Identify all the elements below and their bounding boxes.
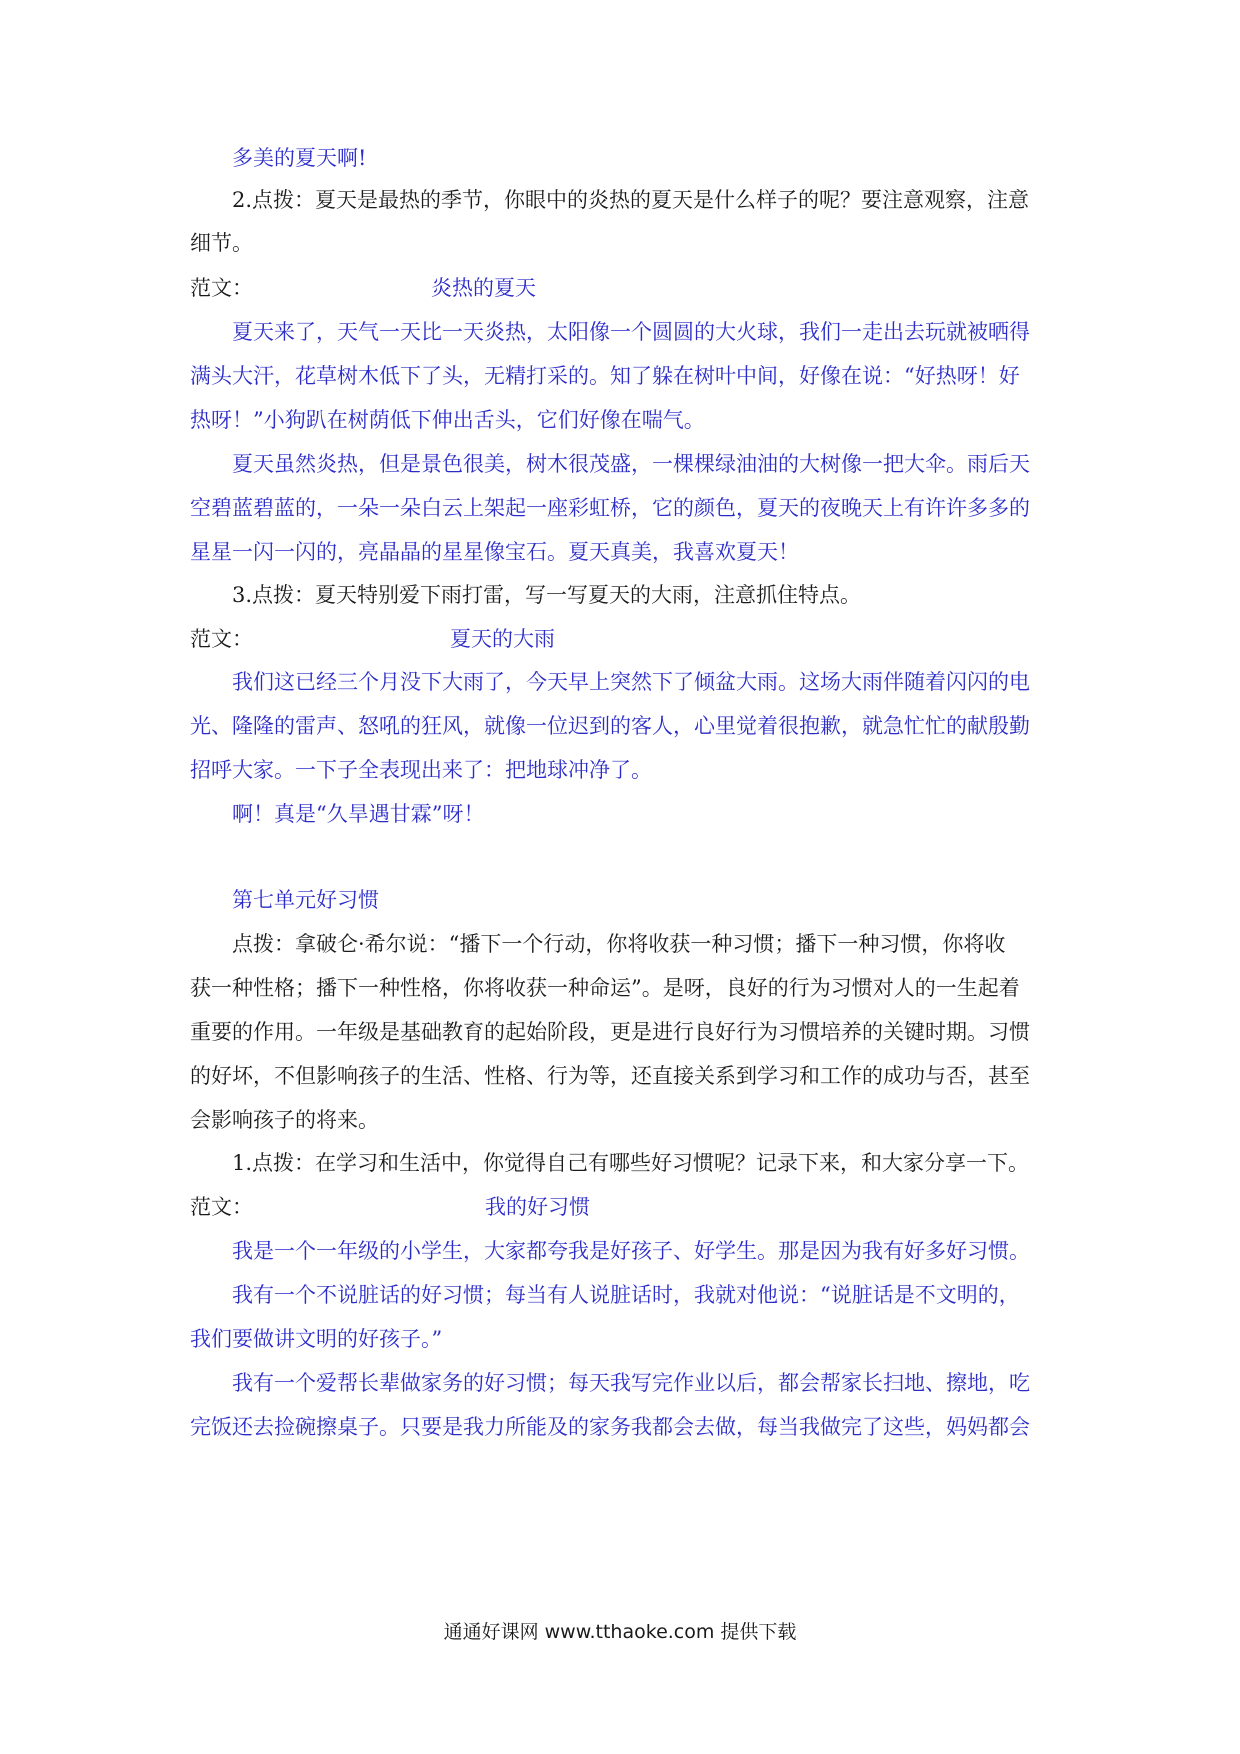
text-line: 我是一个一年级的小学生，大家都夸我是好孩子、好学生。那是因为我有好多好习惯。 (232, 1239, 1030, 1263)
text-line: 空碧蓝碧蓝的，一朵一朵白云上架起一座彩虹桥，它的颜色，夏天的夜晚天上有许许多多的 (190, 496, 1030, 520)
body-line: 获一种性格；播下一种性格，你将收获一种命运”。是呀，良好的行为习惯对人的一生起着 (190, 976, 1020, 1000)
sample-title: 炎热的夏天 (431, 276, 536, 300)
prompt-line: 3.点拨：夏天特别爱下雨打雷，写一写夏天的大雨，注意抓住特点。 (232, 583, 862, 607)
section-heading: 第七单元好习惯 (232, 888, 379, 912)
prompt-line: 2.点拨：夏天是最热的季节，你眼中的炎热的夏天是什么样子的呢？要注意观察，注意 (232, 188, 1030, 212)
body-line: 会影响孩子的将来。 (190, 1108, 379, 1132)
text-line: 多美的夏天啊! (232, 146, 367, 170)
prompt-line: 1.点拨：在学习和生活中，你觉得自己有哪些好习惯呢？记录下来，和大家分享一下。 (232, 1151, 1030, 1175)
text-line: 满头大汗，花草树木低下了头，无精打采的。知了躲在树叶中间，好像在说：“好热呀！好 (190, 364, 1020, 388)
text-line: 星星一闪一闪的，亮晶晶的星星像宝石。夏天真美，我喜欢夏天！ (190, 540, 799, 564)
text-line: 我们这已经三个月没下大雨了，今天早上突然下了倾盆大雨。这场大雨伴随着闪闪的电 (232, 670, 1030, 694)
text-line: 热呀！”小狗趴在树荫低下伸出舌头，它们好像在喘气。 (190, 408, 705, 432)
text-line: 啊！真是“久旱遇甘霖”呀！ (232, 802, 485, 826)
body-line: 重要的作用。一年级是基础教育的起始阶段，更是进行良好行为习惯培养的关键时期。习惯 (190, 1020, 1030, 1044)
page-footer: 通通好课网 www.tthaoke.com 提供下载 (443, 1621, 797, 1643)
text-line: 我有一个爱帮长辈做家务的好习惯；每天我写完作业以后，都会帮家长扫地、擦地，吃 (232, 1371, 1030, 1395)
text-line: 完饭还去捡碗擦桌子。只要是我力所能及的家务我都会去做，每当我做完了这些，妈妈都会 (190, 1415, 1030, 1439)
sample-label: 范文： (190, 276, 253, 300)
text-line: 夏天虽然炎热，但是景色很美，树木很茂盛，一棵棵绿油油的大树像一把大伞。雨后天 (232, 452, 1030, 476)
sample-title: 夏天的大雨 (450, 627, 555, 651)
prompt-line: 细节。 (190, 231, 253, 255)
body-line: 的好坏，不但影响孩子的生活、性格、行为等，还直接关系到学习和工作的成功与否，甚至 (190, 1064, 1030, 1088)
sample-label: 范文： (190, 627, 253, 651)
sample-title: 我的好习惯 (485, 1195, 590, 1219)
sample-label: 范文： (190, 1195, 253, 1219)
text-line: 夏天来了，天气一天比一天炎热，太阳像一个圆圆的大火球，我们一走出去玩就被晒得 (232, 320, 1030, 344)
text-line: 招呼大家。一下子全表现出来了：把地球冲净了。 (190, 758, 652, 782)
text-line: 我们要做讲文明的好孩子。” (190, 1327, 443, 1351)
text-line: 我有一个不说脏话的好习惯；每当有人说脏话时，我就对他说：“说脏话是不文明的， (232, 1283, 1020, 1307)
text-line: 光、隆隆的雷声、怒吼的狂风，就像一位迟到的客人，心里觉着很抱歉，就急忙忙的献殷勤 (190, 714, 1030, 738)
body-line: 点拨：拿破仑·希尔说：“播下一个行动，你将收获一种习惯；播下一种习惯，你将收 (232, 932, 1006, 956)
